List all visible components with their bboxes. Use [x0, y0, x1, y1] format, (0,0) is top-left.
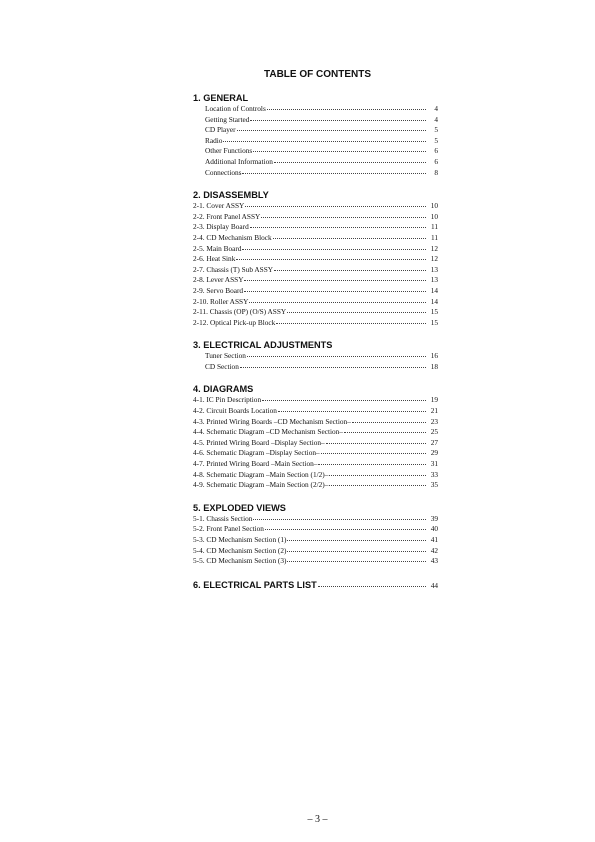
toc-entry-label: 5-5. CD Mechanism Section (3) [193, 556, 287, 566]
toc-entry[interactable] [193, 168, 438, 179]
toc-entry-label: 4-2. Circuit Boards Location [193, 406, 277, 416]
toc-entry-page: 13 [430, 275, 438, 285]
toc-entry-label: 5-1. Chassis Section [193, 513, 253, 523]
dot-leader [321, 447, 426, 454]
toc-entry-page: 11 [430, 232, 438, 242]
toc-entry-label: 2-6. Heat Sink [193, 254, 236, 264]
dot-leader [242, 167, 426, 174]
toc-entry-label: 5-2. Front Panel Section [193, 524, 264, 534]
toc-entry-page: 4 [434, 114, 438, 124]
toc-entry[interactable] [193, 480, 438, 491]
dot-leader [265, 523, 426, 530]
toc-final-entry[interactable] [193, 578, 438, 592]
toc-entry[interactable] [193, 318, 438, 329]
toc-entry-label: Additional Information [205, 156, 273, 166]
toc-entry-label: 4-5. Printed Wiring Board –Display Section– [193, 437, 325, 447]
toc-section [193, 92, 438, 178]
toc-section [193, 383, 438, 490]
toc-section [193, 502, 438, 567]
toc-entry-label: 4-7. Printed Wiring Board –Main Section– [193, 459, 318, 469]
toc-entry-page: 21 [430, 406, 438, 416]
dot-leader [287, 545, 426, 552]
toc-entry[interactable] [193, 556, 438, 567]
toc-entry-label: 2-12. Optical Pick-up Block [193, 317, 276, 327]
toc-entry-label: 4-8. Schematic Diagram –Main Section (1/2)– [193, 469, 329, 479]
section-heading[interactable]: 5. EXPLODED VIEWS [193, 502, 286, 513]
toc-entry-page: 15 [430, 317, 438, 327]
dot-leader [250, 114, 426, 121]
toc-entry-label: 2-3. Display Board [193, 222, 249, 232]
dot-leader [287, 306, 426, 313]
toc-entry-page: 43 [430, 556, 438, 566]
toc-entry-label: 4-1. IC Pin Description [193, 395, 262, 405]
toc-entry-page: 44 [430, 580, 438, 590]
toc-entry-page: 10 [430, 201, 438, 211]
toc-entry-page: 10 [430, 211, 438, 221]
toc-entry-page: 11 [430, 222, 438, 232]
dot-leader [318, 458, 426, 465]
toc-entry-page: 35 [430, 480, 438, 490]
toc-entry-page: 14 [430, 296, 438, 306]
toc-section [193, 189, 438, 328]
toc-entry-page: 33 [430, 469, 438, 479]
toc-entry-label: 2-11. Chassis (OP) (O/S) ASSY [193, 307, 287, 317]
section-heading[interactable]: 2. DISASSEMBLY [193, 190, 269, 201]
dot-leader [262, 394, 426, 401]
toc-entry-page: 12 [430, 254, 438, 264]
toc-entry-page: 19 [430, 395, 438, 405]
toc-entry-label: 2-7. Chassis (T) Sub ASSY [193, 264, 274, 274]
toc-entry-label: 4-9. Schematic Diagram –Main Section (2/2)– [193, 480, 329, 490]
toc-entry-label: 4-3. Printed Wiring Boards –CD Mechanism Section– [193, 416, 351, 426]
toc-entry-label: 4-6. Schematic Diagram –Display Section– [193, 448, 320, 458]
dot-leader [253, 145, 426, 152]
toc-entry-label: 6. ELECTRICAL PARTS LIST [193, 579, 317, 590]
toc-entry-label: Connections [205, 167, 242, 177]
toc-entry-label: 2-8. Lever ASSY [193, 275, 244, 285]
dot-leader [274, 156, 426, 163]
dot-leader [245, 200, 426, 207]
toc-entry-page: 27 [430, 437, 438, 447]
dot-leader [236, 253, 426, 260]
dot-leader [329, 479, 426, 486]
dot-leader [326, 437, 426, 444]
dot-leader [287, 555, 426, 562]
toc-entry-page: 39 [430, 513, 438, 523]
dot-leader [249, 296, 426, 303]
dot-leader [247, 350, 426, 357]
dot-leader [318, 580, 426, 587]
dot-leader [273, 232, 426, 239]
dot-leader [278, 405, 426, 412]
toc-title: TABLE OF CONTENTS [263, 69, 372, 80]
toc-entry-page: 8 [434, 167, 438, 177]
toc-entry-label: 2-2. Front Panel ASSY [193, 211, 261, 221]
dot-leader [242, 243, 426, 250]
dot-leader [344, 426, 426, 433]
dot-leader [237, 124, 426, 131]
toc-entry-label: 2-5. Main Board [193, 243, 242, 253]
page-number: – 3 – [307, 814, 328, 825]
toc-entry-page: 5 [434, 125, 438, 135]
toc-entry-label: 2-9. Servo Board [193, 285, 244, 295]
toc-entry-page: 12 [430, 243, 438, 253]
toc-entry-label: CD Section [205, 361, 239, 371]
toc-entry-page: 29 [430, 448, 438, 458]
toc-entry[interactable] [193, 362, 438, 373]
toc-entry-label: 5-3. CD Mechanism Section (1) [193, 535, 287, 544]
toc-entry-label: 2-4. CD Mechanism Block [193, 232, 272, 242]
section-heading[interactable]: 1. GENERAL [193, 93, 249, 103]
dot-leader [244, 285, 426, 292]
toc-entry-label: Radio [205, 135, 223, 145]
toc-list [193, 92, 438, 592]
toc-entry-page: 40 [430, 524, 438, 534]
toc-entry-label: Location of Controls [205, 104, 266, 113]
toc-entry-page: 23 [430, 416, 438, 426]
dot-leader [244, 274, 426, 281]
toc-entry-label: 5-4. CD Mechanism Section (2) [193, 545, 287, 555]
toc-entry-label: 2-1. Cover ASSY [193, 201, 245, 211]
dot-leader [250, 221, 426, 228]
toc-entry-label: CD Player [205, 125, 236, 135]
dot-leader [352, 416, 426, 423]
toc-entry-page: 18 [430, 361, 438, 371]
dot-leader [267, 103, 426, 110]
toc-entry-label: 2-10. Roller ASSY [193, 296, 249, 306]
dot-leader [223, 135, 426, 142]
toc-entry-label: 4-4. Schematic Diagram –CD Mechanism Section– [193, 427, 343, 437]
toc-entry-page: 4 [434, 104, 438, 113]
dot-leader [274, 264, 426, 271]
dot-leader [240, 361, 426, 368]
dot-leader [253, 513, 426, 520]
toc-entry-page: 41 [430, 535, 438, 544]
toc-entry-page: 6 [434, 156, 438, 166]
toc-entry-label: Tuner Section [205, 351, 246, 361]
dot-leader [276, 317, 426, 324]
dot-leader [261, 211, 426, 218]
toc-entry-label: Other Functions [205, 146, 253, 156]
toc-entry-page: 5 [434, 135, 438, 145]
toc-entry-page: 6 [434, 146, 438, 156]
toc-entry-page: 13 [430, 264, 438, 274]
section-heading[interactable]: 3. ELECTRICAL ADJUSTMENTS [193, 340, 333, 351]
dot-leader [287, 534, 426, 541]
toc-entry-page: 14 [430, 285, 438, 295]
section-heading[interactable]: 4. DIAGRAMS [193, 384, 254, 395]
toc-entry-page: 15 [430, 307, 438, 317]
toc-entry-page: 42 [430, 545, 438, 555]
dot-leader [329, 469, 426, 476]
toc-entry-page: 31 [430, 459, 438, 469]
toc-entry-page: 16 [430, 351, 438, 361]
toc-entry-label: Getting Started [205, 114, 250, 124]
toc-entry-page: 25 [430, 427, 438, 437]
toc-section [193, 339, 438, 372]
